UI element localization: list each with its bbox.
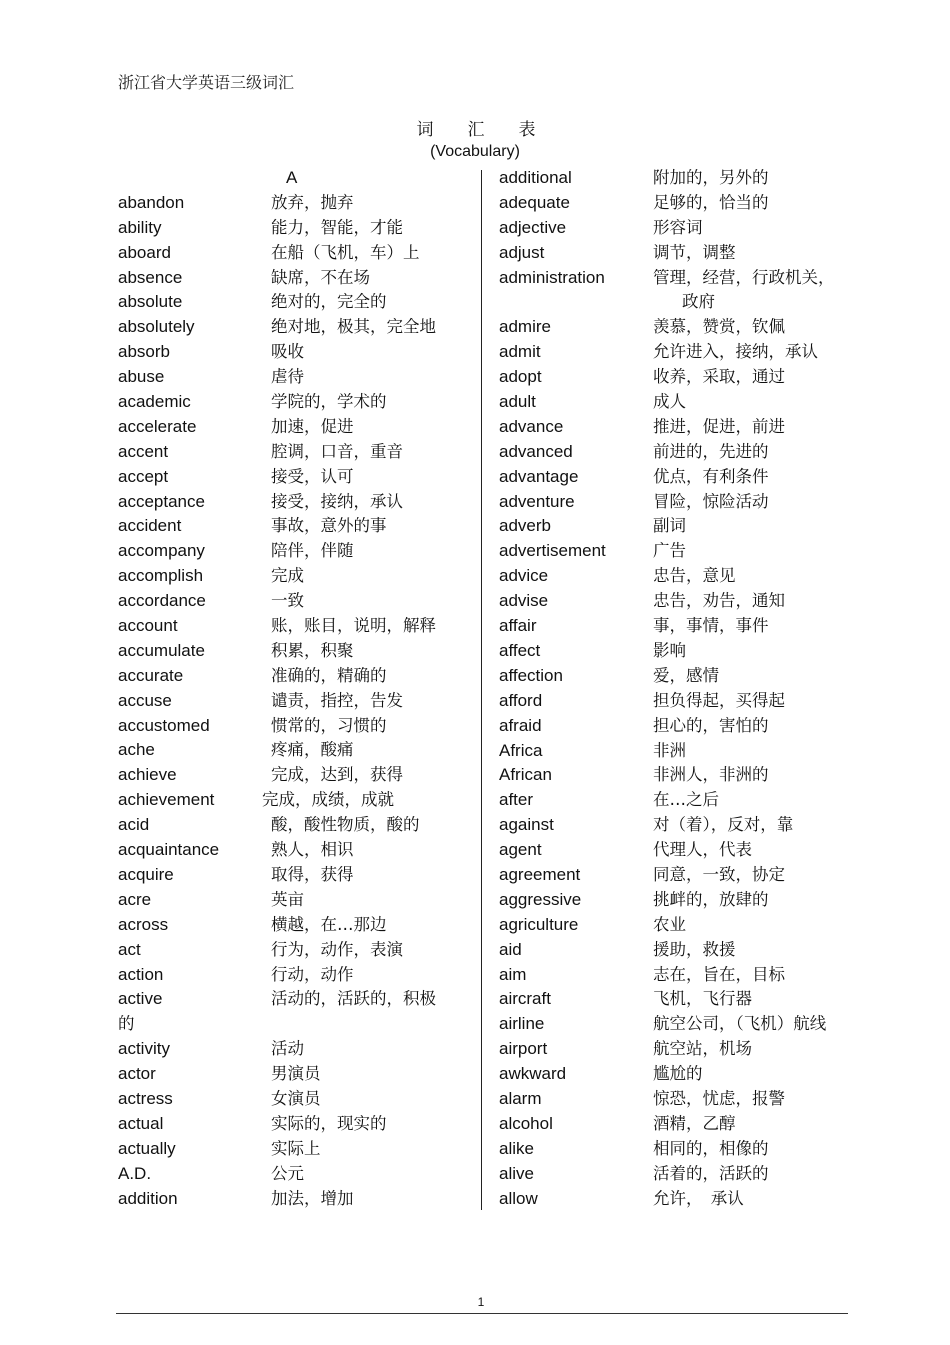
vocab-definition: 活动的，活跃的，积极 [271,989,436,1009]
vocab-entry [118,241,478,266]
vocab-entry [499,1137,859,1162]
vocab-definition: 加法，增加 [271,1188,354,1208]
vocab-entry [499,166,859,191]
vocab-definition: 酒精，乙醇 [653,1113,736,1133]
vocab-word: additional [499,168,572,187]
page-number: 1 [477,1295,485,1309]
vocab-entry [499,1087,859,1112]
vocab-entry [499,614,859,639]
vocab-entry [499,564,859,589]
vocab-definition: 成人 [653,392,686,412]
vocab-word: accuse [118,690,172,710]
vocab-definition: 取得，获得 [271,864,354,884]
vocab-definition: 附加的，另外的 [653,168,769,187]
vocab-definition: 允许进入，接纳，承认 [653,342,818,362]
vocab-entry [118,963,478,988]
vocab-definition: 积累，积聚 [271,640,354,660]
vocab-definition: 接受，接纳，承认 [271,491,403,511]
vocab-definition: 虐待 [271,367,304,387]
vocab-word: after [499,790,534,810]
vocab-entry [118,191,478,216]
vocab-definition: 忠告，劝告，通知 [653,591,785,611]
vocab-definition: 援助，救援 [653,939,736,959]
vocab-word: activity [118,1039,170,1059]
vocab-word: ache [118,740,155,760]
vocab-entry [118,738,478,763]
vocab-definition: 相同的，相像的 [653,1138,769,1158]
vocab-definition: 挑衅的，放肆的 [653,889,769,909]
vocab-definition-continued: 的 [118,1014,135,1034]
vocab-definition: 准确的，精确的 [271,665,387,685]
vocab-entry [499,1162,859,1187]
vocab-definition: 男演员 [271,1064,321,1084]
vocab-definition: 学院的，学术的 [271,392,387,412]
vocab-word: academic [118,392,191,412]
vocab-entry [499,664,859,689]
vocab-definition: 非洲人，非洲的 [653,765,769,785]
vocab-definition: 完成 [271,566,304,586]
vocab-word: advanced [499,441,573,461]
vocab-entry [118,689,478,714]
vocab-word: acre [118,889,152,909]
vocab-entry [499,938,859,963]
vocab-word: active [118,989,163,1009]
vocab-word: African [499,765,552,785]
vocab-entry [499,191,859,216]
vocab-definition: 广告 [653,541,686,561]
vocab-entry [499,739,859,764]
vocab-word: advantage [499,466,579,486]
vocab-entry [499,539,859,564]
vocab-word: act [118,939,141,959]
vocab-word: adjust [499,242,545,262]
vocab-entry [118,838,478,863]
vocab-entry [118,1137,478,1162]
vocab-word: accent [118,441,169,461]
vocab-word: A.D. [118,1163,152,1183]
vocab-word: affair [499,616,537,636]
vocab-word: abandon [118,192,185,212]
vocab-entry [499,813,859,838]
vocab-entry [499,888,859,913]
left-vocabulary-column [118,166,478,1211]
vocab-entry [499,788,859,813]
page-title [0,115,950,140]
vocab-entry [118,763,478,788]
vocab-definition: 放弃，抛弃 [271,192,354,212]
vocab-definition: 公元 [271,1163,304,1183]
vocab-definition: 前进的，先进的 [653,441,769,461]
vocab-entry [118,539,478,564]
page-subtitle: (Vocabulary) [430,143,520,160]
vocab-word: across [118,914,169,934]
vocab-definition: 农业 [653,914,686,934]
vocab-definition: 熟人，相识 [271,840,354,860]
vocab-word: acceptance [118,491,205,511]
vocab-entry [118,290,478,315]
vocab-word: alarm [499,1088,542,1108]
vocab-definition: 缺席，不在场 [271,267,370,287]
vocab-entry [118,888,478,913]
vocab-entry [499,415,859,440]
vocab-entry [118,266,478,291]
vocab-entry [118,415,478,440]
section-letter-row [118,166,478,191]
vocab-word: accurate [118,665,184,685]
vocab-word: actual [118,1113,164,1133]
vocab-word: action [118,964,164,984]
vocab-definition: 能力，智能，才能 [271,217,403,237]
vocab-definition: 担心的，害怕的 [653,715,769,735]
vocab-definition: 行为，动作，表演 [271,939,403,959]
vocab-entry [118,863,478,888]
vocab-entry [118,440,478,465]
vocab-word: alive [499,1163,534,1183]
vocab-entry [499,714,859,739]
vocab-entry [118,1187,478,1212]
vocab-entry [118,390,478,415]
vocab-word: accelerate [118,416,197,436]
vocab-word: airline [499,1014,545,1034]
vocab-entry [118,938,478,963]
vocab-definition: 爱，感情 [653,665,719,685]
vocab-definition: 女演员 [271,1088,321,1108]
vocab-word: accumulate [118,640,205,660]
vocab-word: agreement [499,864,581,884]
vocab-definition: 账，账目，说明，解释 [271,616,436,636]
vocab-word: actually [118,1138,176,1158]
vocab-definition: 接受，认可 [271,466,354,486]
vocab-word: adopt [499,367,542,387]
vocab-entry [118,1037,478,1062]
vocab-word: awkward [499,1064,567,1084]
vocab-definition: 酸，酸性物质，酸的 [271,815,420,835]
title-text: 词汇表 [416,120,570,140]
vocab-entry [499,440,859,465]
vocab-entry [499,340,859,365]
vocab-word: against [499,815,554,835]
vocab-definition: 允许， 承认 [653,1188,744,1208]
vocab-entry [499,266,859,316]
vocab-word: accident [118,516,182,536]
vocab-entry [118,664,478,689]
vocab-entry [118,514,478,539]
vocab-definition: 吸收 [271,342,304,362]
vocab-definition: 羡慕，赞赏，钦佩 [653,317,785,337]
vocab-definition: 疼痛，酸痛 [271,740,354,760]
vocab-definition: 航空站，机场 [653,1039,752,1059]
vocab-definition: 优点，有利条件 [653,466,769,486]
vocab-definition: 形容词 [653,217,703,237]
vocab-entry [499,490,859,515]
vocab-entry [118,913,478,938]
vocab-word: aim [499,964,527,984]
vocab-definition: 完成，成绩，成就 [262,790,394,810]
vocab-entry [118,813,478,838]
vocab-word: acid [118,815,150,835]
vocab-entry [499,689,859,714]
vocab-definition: 尴尬的 [653,1064,703,1084]
vocab-definition-continued: 政府 [682,292,715,312]
vocab-definition: 推进，促进，前进 [653,416,785,436]
vocab-entry [499,913,859,938]
vocab-entry [499,838,859,863]
vocab-entry [499,216,859,241]
vocab-word: ability [118,217,162,237]
vocab-entry [118,315,478,340]
vocab-word: acquaintance [118,840,220,860]
section-letter: A [286,168,298,187]
vocab-word: accustomed [118,715,210,735]
vocab-word: administration [499,267,605,287]
vocab-definition: 腔调，口音，重音 [271,441,403,461]
vocab-entry [118,589,478,614]
vocab-entry [118,465,478,490]
vocab-entry [118,1062,478,1087]
vocab-word: achievement [118,790,215,810]
vocab-definition: 一致 [271,591,304,611]
vocab-entry [118,1087,478,1112]
vocab-definition: 完成，达到，获得 [271,765,403,785]
vocab-word: absorb [118,342,170,362]
vocab-definition: 事故，意外的事 [271,516,387,536]
vocab-entry [118,639,478,664]
vocab-entry [118,340,478,365]
vocab-definition: 代理人，代表 [653,840,752,860]
vocab-definition: 实际上 [271,1138,321,1158]
vocab-word: accept [118,466,169,486]
vocab-definition: 副词 [653,516,686,536]
vocab-word: advise [499,591,549,611]
vocab-entry [499,863,859,888]
vocab-word: aggressive [499,889,582,909]
vocab-entry [499,963,859,988]
vocab-definition: 足够的，恰当的 [653,192,769,212]
document-header: 浙江省大学英语三级词汇 [118,73,295,92]
vocab-entry [499,1112,859,1137]
vocab-entry [499,589,859,614]
vocab-entry [118,1112,478,1137]
vocab-word: actress [118,1088,173,1108]
vocab-entry [499,1037,859,1062]
vocab-definition: 影响 [653,640,686,660]
vocab-entry [118,490,478,515]
vocab-definition: 收养，采取，通过 [653,367,785,387]
vocab-definition: 冒险，惊险活动 [653,491,769,511]
vocab-word: adult [499,392,536,412]
vocab-definition: 飞机，飞行器 [653,989,752,1009]
vocab-word: addition [118,1188,178,1208]
vocab-word: afford [499,690,543,710]
column-divider [481,170,482,1210]
vocab-word: accompany [118,541,205,561]
vocab-definition: 航空公司，（飞机）航线 [653,1014,827,1034]
vocab-word: airport [499,1039,548,1059]
vocab-definition: 对（着），反对，靠 [653,815,794,835]
vocab-definition: 管理，经营，行政机关， [653,267,835,287]
vocab-word: allow [499,1188,538,1208]
vocab-definition: 在船（飞机，车）上 [271,242,420,262]
vocab-word: accomplish [118,566,204,586]
vocab-entry [499,1062,859,1087]
vocab-definition: 惯常的，习惯的 [271,715,387,735]
vocab-word: affection [499,665,563,685]
vocab-word: adequate [499,192,570,212]
vocab-word: absolutely [118,317,195,337]
vocab-word: afraid [499,715,542,735]
vocab-word: advertisement [499,541,606,561]
vocab-definition: 非洲 [653,740,686,760]
vocab-definition: 谴责，指控，告发 [271,690,403,710]
vocab-entry [499,365,859,390]
vocab-definition: 惊恐，忧虑，报警 [653,1088,785,1108]
vocab-entry [499,1012,859,1037]
vocab-entry [118,564,478,589]
vocab-definition: 实际的，现实的 [271,1113,387,1133]
vocab-definition: 英亩 [271,889,304,909]
vocab-definition: 绝对的，完全的 [271,292,387,312]
right-vocabulary-column [499,166,859,1211]
vocab-definition: 担负得起，买得起 [653,690,785,710]
vocab-word: accordance [118,591,206,611]
vocab-word: adventure [499,491,575,511]
vocab-definition: 加速，促进 [271,416,354,436]
vocab-entry [499,315,859,340]
vocab-word: actor [118,1064,156,1084]
vocab-entry [499,987,859,1012]
vocab-definition: 忠告，意见 [653,566,736,586]
vocab-word: achieve [118,765,177,785]
vocab-entry [118,614,478,639]
vocab-word: adjective [499,217,567,237]
vocab-word: aboard [118,242,171,262]
vocab-definition: 同意，一致，协定 [653,864,785,884]
vocab-entry [499,465,859,490]
vocab-definition: 绝对地，极其，完全地 [271,317,436,337]
vocab-definition: 横越，在…那边 [271,914,387,934]
vocab-definition: 行动，动作 [271,964,354,984]
vocab-definition: 调节，调整 [653,242,736,262]
vocab-word: aid [499,939,522,959]
vocab-word: alike [499,1138,534,1158]
vocab-entry [118,1162,478,1187]
vocab-word: alcohol [499,1113,553,1133]
vocab-word: absence [118,267,183,287]
vocab-definition: 活着的，活跃的 [653,1163,769,1183]
vocab-word: absolute [118,292,183,312]
vocab-entry [499,639,859,664]
vocab-word: abuse [118,367,165,387]
vocab-entry [118,714,478,739]
vocab-word: advice [499,566,549,586]
vocab-word: affect [499,640,541,660]
vocab-entry [499,1187,859,1212]
vocab-word: adverb [499,516,551,536]
vocab-entry [118,216,478,241]
vocab-word: aircraft [499,989,551,1009]
vocab-definition: 活动 [271,1039,304,1059]
vocab-word: Africa [499,740,543,760]
vocab-entry [499,514,859,539]
footer-rule [116,1313,848,1314]
vocab-word: account [118,616,178,636]
vocab-definition: 志在，旨在，目标 [653,964,785,984]
vocab-entry [118,987,478,1037]
vocab-definition: 事，事情，事件 [653,616,769,636]
vocab-entry [118,365,478,390]
vocab-word: admire [499,317,551,337]
vocab-word: acquire [118,864,174,884]
vocab-entry [499,241,859,266]
vocab-entry [499,390,859,415]
vocab-definition: 在…之后 [653,790,719,810]
vocab-entry [118,788,478,813]
vocab-word: advance [499,416,564,436]
vocab-word: agriculture [499,914,579,934]
vocab-word: agent [499,840,542,860]
vocab-definition: 陪伴，伴随 [271,541,354,561]
vocab-word: admit [499,342,541,362]
vocab-entry [499,763,859,788]
